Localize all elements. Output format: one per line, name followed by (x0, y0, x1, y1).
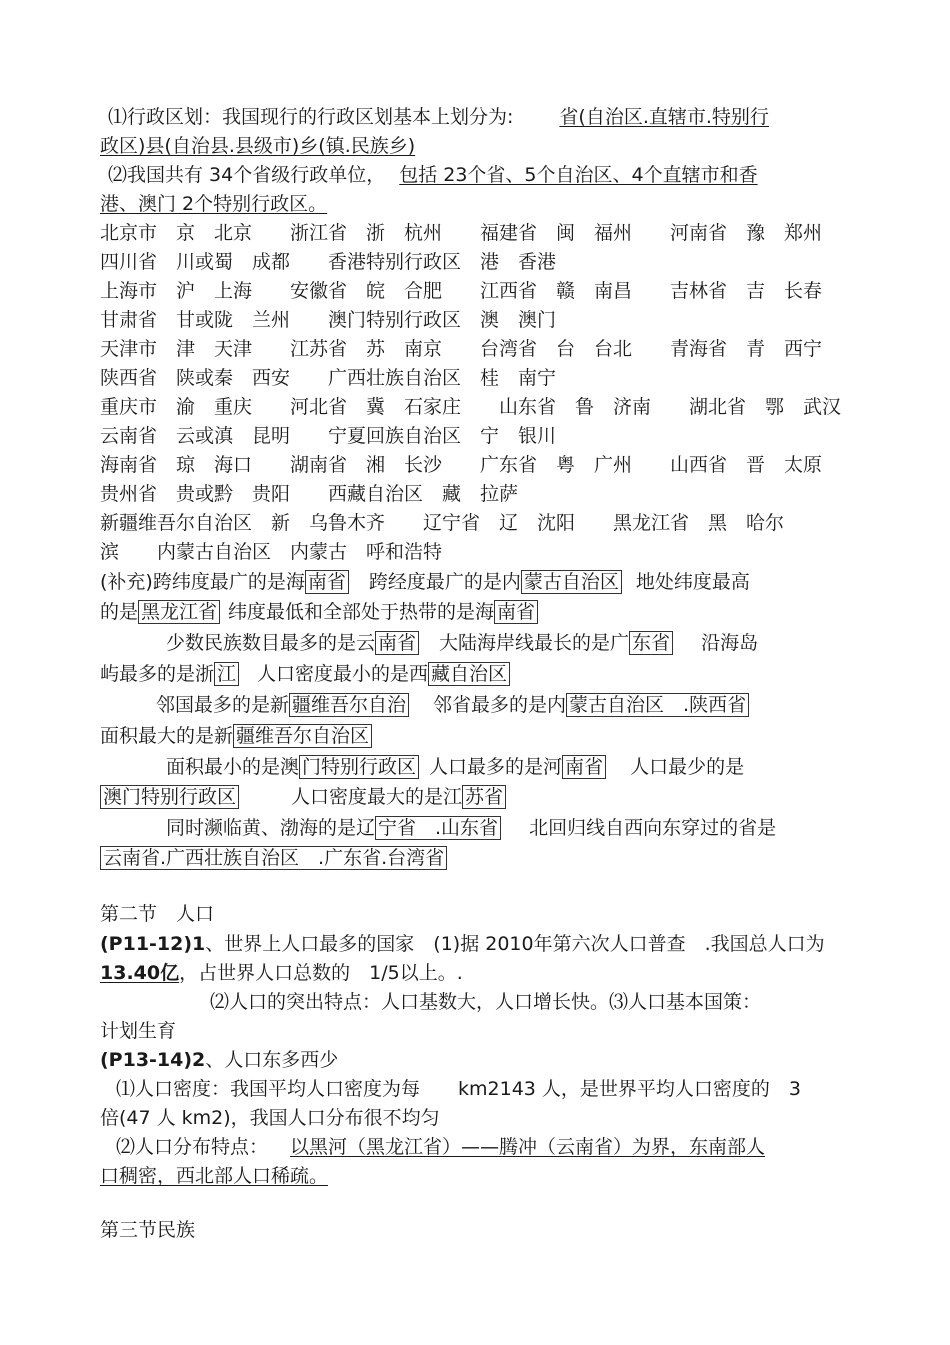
answer-box: 藏自治区 (428, 662, 510, 686)
answer-box: 蒙古自治区 (521, 570, 622, 594)
answer-box: 宁省 .山东省 (375, 816, 501, 840)
para-population-2: 13.40亿，占世界人口总数的 1/5以上。. (100, 962, 463, 984)
para-province-count-1: ⑵我国共有 34个省级行政单位， 包括 23个省、5个自治区、4个直辖市和香 (108, 164, 758, 186)
supplement-line: 邻国最多的是新 疆维吾尔自治 邻省最多的是内 蒙古自治区 .陕西省 (100, 692, 906, 718)
supplement-line: 的是 黑龙江省 纬度最低和全部处于热带的是海 南省 (100, 599, 850, 625)
answer-box: 南省 (494, 600, 538, 624)
answer-box: 疆维吾尔自治区 (233, 724, 372, 748)
supplement-line: 澳门特别行政区 人口密度最大的是江 苏省 (100, 784, 850, 810)
province-row: 四川省 川或蜀 成都 香港特别行政区 港 香港 (100, 251, 557, 273)
answer-box: 南省 (305, 570, 349, 594)
para-province-count-2: 港、澳门 2个特别行政区。 (100, 193, 328, 215)
answer-box: 门特别行政区 (299, 755, 419, 779)
province-row: 北京市 京 北京 浙江省 浙 杭州 福建省 闽 福州 河南省 豫 郑州 (100, 222, 823, 244)
province-row: 海南省 琼 海口 湖南省 湘 长沙 广东省 粤 广州 山西省 晋 太原 (100, 454, 823, 476)
province-row: 新疆维吾尔自治区 新 乌鲁木齐 辽宁省 辽 沈阳 黑龙江省 黑 哈尔 (100, 512, 785, 534)
para-population-6: ⑴人口密度：我国平均人口密度为每 km2143 人，是世界平均人口密度的 3 (116, 1078, 801, 1100)
para-population-7: 倍(47 人 km2)，我国人口分布很不均匀 (100, 1107, 440, 1129)
para-population-8: ⑵人口分布特点： 以黑河（黑龙江省）——腾冲（云南省）为界，东南部人 (116, 1136, 766, 1158)
answer-box: 苏省 (462, 785, 506, 809)
province-row: 陕西省 陕或秦 西安 广西壮族自治区 桂 南宁 (100, 367, 557, 389)
answer-box: 南省 (375, 631, 419, 655)
answer-box: 南省 (562, 755, 606, 779)
province-row: 甘肃省 甘或陇 兰州 澳门特别行政区 澳 澳门 (100, 309, 557, 331)
province-row: 云南省 云或滇 昆明 宁夏回族自治区 宁 银川 (100, 425, 557, 447)
supplement-line: 同时濒临黄、渤海的是辽 宁省 .山东省 北回归线自西向东穿过的省是 (166, 817, 777, 839)
para-population-4: 计划生育 (100, 1020, 177, 1042)
para-population-5: (P13-14)2、人口东多西少 (100, 1049, 339, 1071)
para-population-1: (P11-12)1、世界上人口最多的国家 (1)据 2010年第六次人口普查 .我国总人口为 (100, 933, 825, 955)
supplement-line: 面积最小的是澳 门特别行政区 人口最多的是河 南省 人口最少的是 (166, 756, 745, 778)
section-title-ethnic-groups: 第三节民族 (100, 1219, 196, 1241)
province-row: 上海市 沪 上海 安徽省 皖 合肥 江西省 赣 南昌 吉林省 吉 长春 (100, 280, 823, 302)
para-admin-division-2: 政区)县(自治县.县级市)乡(镇.民族乡) (100, 135, 416, 157)
para-admin-division-1: ⑴行政区划：我国现行的行政区划基本上划分为: 省(自治区.直辖市.特别行 (108, 106, 769, 128)
answer-box: 疆维吾尔自治 (289, 693, 409, 717)
province-row: 滨 内蒙古自治区 内蒙古 呼和浩特 (100, 541, 443, 563)
answer-box: 蒙古自治区 .陕西省 (566, 693, 749, 717)
answer-box: 黑龙江省 (138, 600, 220, 624)
supplement-line (100, 845, 850, 871)
supplement-line: 面积最大的是新 疆维吾尔自治区 (100, 723, 850, 749)
supplement-line: 少数民族数目最多的是云 南省 大陆海岸线最长的是广 东省 沿海岛 (166, 632, 759, 654)
supplement-line: 屿最多的是浙 江 人口密度最小的是西 藏自治区 (100, 661, 850, 687)
para-population-9: 口稠密，西北部人口稀疏。 (100, 1165, 329, 1187)
answer-box: 云南省.广西壮族自治区 .广东省.台湾省 (100, 846, 447, 870)
province-row: 天津市 津 天津 江苏省 苏 南京 台湾省 台 台北 青海省 青 西宁 (100, 338, 823, 360)
supplement-line: (补充)跨纬度最广的是海 南省 跨经度最广的是内 蒙古自治区 地处纬度最高 (100, 571, 750, 593)
province-row: 贵州省 贵或黔 贵阳 西藏自治区 藏 拉萨 (100, 483, 519, 505)
province-row: 重庆市 渝 重庆 河北省 冀 石家庄 山东省 鲁 济南 湖北省 鄂 武汉 (100, 396, 842, 418)
section-title-population: 第二节 人口 (100, 903, 215, 925)
answer-box: 东省 (629, 631, 673, 655)
answer-box: 江 (214, 662, 239, 686)
answer-box: 澳门特别行政区 (100, 785, 239, 809)
para-population-3: ⑵人口的突出特点：人口基数大，人口增长快。⑶人口基本国策： (210, 991, 762, 1013)
